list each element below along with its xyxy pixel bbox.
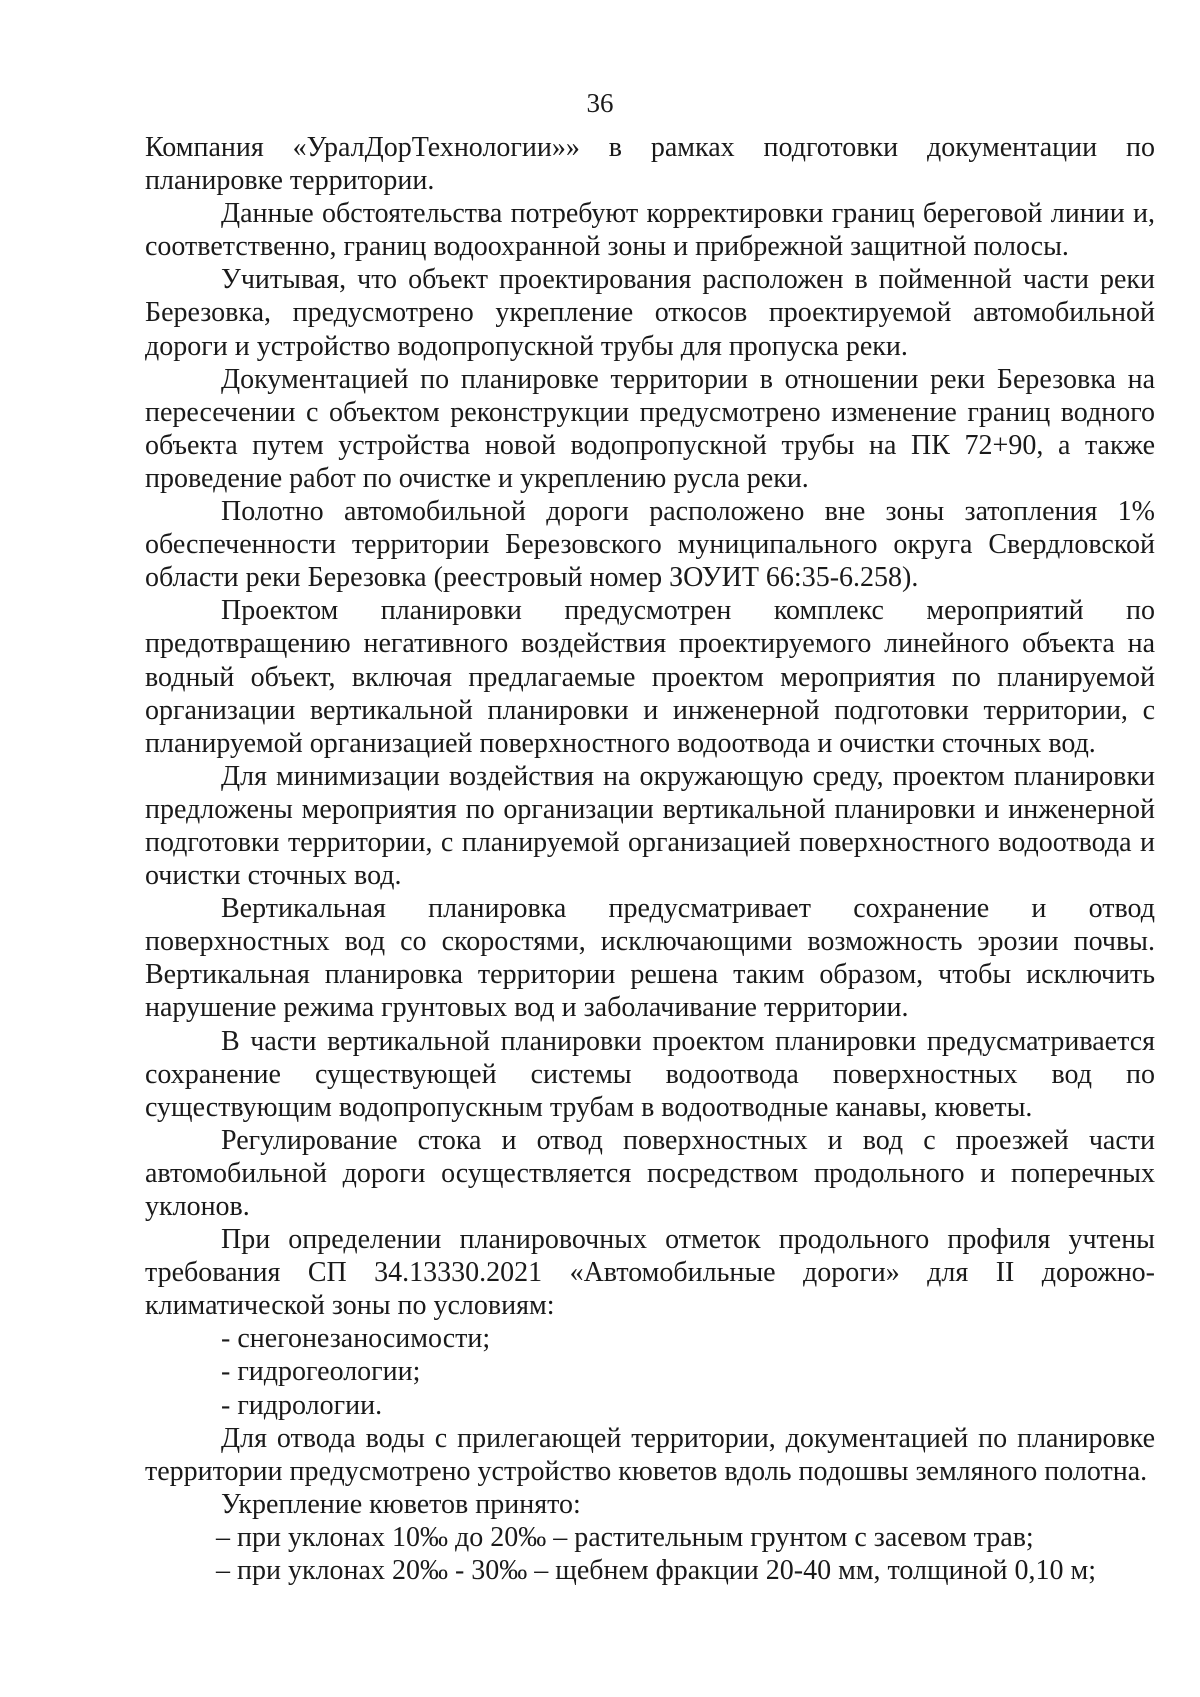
page-number: 36	[586, 88, 614, 118]
paragraph: Регулирование стока и отвод поверхностных и вод с проезжей части автомобильной дороги осуществляется посредством продольного и поперечных уклонов.	[145, 1124, 1155, 1222]
paragraph: Укрепление кюветов принято:	[221, 1488, 581, 1520]
paragraph: При определении планировочных отметок продольного профиля учтены требования СП 34.13330.2021 «Автомобильные дороги» для II дорожно-климатической зоны по условиям:	[145, 1224, 1155, 1322]
list-item: - гидрогеологии;	[221, 1356, 421, 1388]
paragraph: Данные обстоятельства потребуют корректировки границ береговой линии и, соответственно, границ водоохранной зоны и прибрежной защитной полосы.	[145, 198, 1155, 263]
conditions-list	[145, 1322, 1155, 1421]
list-item: – при уклонах 10‰ до 20‰ – растительным грунтом с засевом трав;	[216, 1521, 1034, 1553]
paragraph: Документацией по планировке территории в отношении реки Березовка на пересечении с объектом реконструкции предусмотрено изменение границ водного объекта путем устройства новой водопропускной трубы на ПК 72+90, а также проведение работ по очистке и укреплению русла реки.	[145, 363, 1155, 494]
paragraph: Учитывая, что объект проектирования расположен в пойменной части реки Березовка, предусмотрено укрепление откосов проектируемой автомобильной дороги и устройство водопропускной трубы для пропуска реки.	[145, 264, 1155, 362]
list-item: - гидрологии.	[221, 1389, 383, 1421]
paragraph: Проектом планировки предусмотрен комплекс мероприятий по предотвращению негативного воздействия проектируемого линейного объекта на водный объект, включая предлагаемые проектом мероприятия по планируемой организации вертикальной планировки и инженерной подготовки территории, с планируемой организацией поверхностного водоотвода и очистки сточных вод.	[145, 595, 1155, 759]
document-body	[145, 131, 1155, 1587]
paragraph-continuation: Компания «УралДорТехнологии»» в рамках подготовки документации по планировке территории.	[145, 132, 1155, 197]
paragraph: Вертикальная планировка предусматривает сохранение и отвод поверхностных вод со скоростями, исключающими возможность эрозии почвы. Вертикальная планировка территории решена таким образом, чтобы исключить нарушение режима грунтовых вод и заболачивание территории.	[145, 893, 1155, 1024]
list-item: – при уклонах 20‰ - 30‰ – щебнем фракции 20-40 мм, толщиной 0,10 м;	[216, 1555, 1097, 1587]
paragraph: Полотно автомобильной дороги расположено вне зоны затопления 1% обеспеченности территории Березовского муниципального округа Свердловской области реки Березовка (реестровый номер ЗОУИТ 66:35-6.258).	[145, 496, 1155, 594]
reinforcement-list	[145, 1521, 1155, 1587]
paragraph: Для минимизации воздействия на окружающую среду, проектом планировки предложены мероприятия по организации вертикальной планировки и инженерной подготовки территории, с планируемой организацией поверхностного водоотвода и очистки сточных вод.	[145, 760, 1155, 892]
list-item: - снегонезаносимости;	[221, 1323, 491, 1355]
paragraph: В части вертикальной планировки проектом планировки предусматривается сохранение существующей системы водоотвода поверхностных вод по существующим водопропускным трубам в водоотводные канавы, кюветы.	[145, 1025, 1155, 1123]
paragraph: Для отвода воды с прилегающей территории, документацией по планировке территории предусмотрено устройство кюветов вдоль подошвы земляного полотна.	[145, 1422, 1155, 1487]
